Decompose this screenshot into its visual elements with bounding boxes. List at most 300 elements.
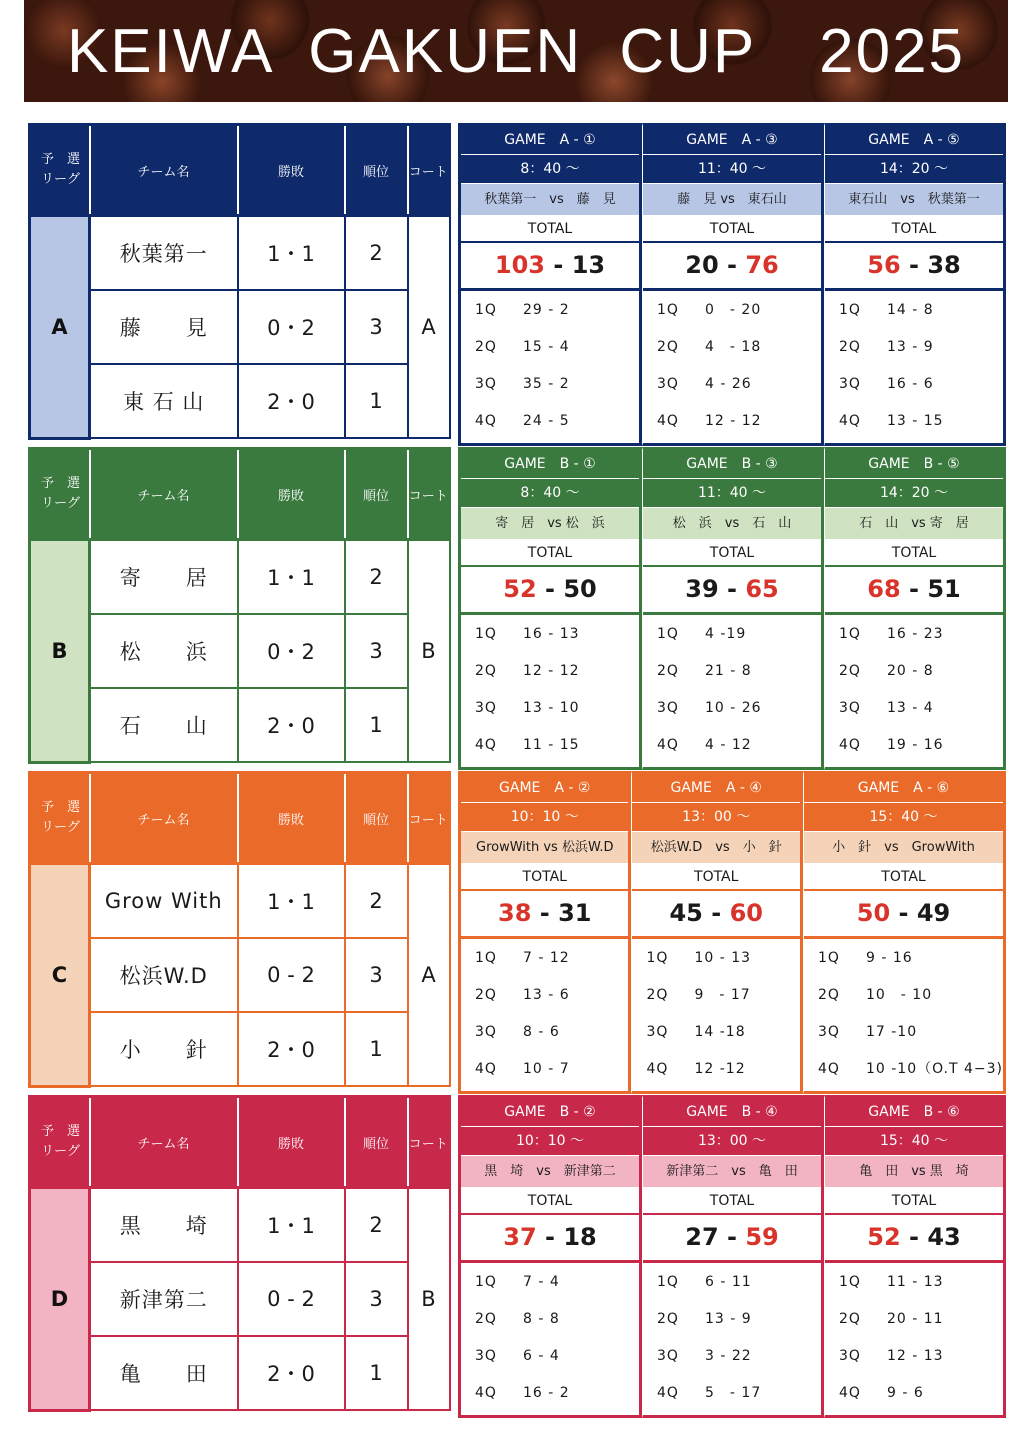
score-right: 38 (927, 251, 961, 279)
quarter-label: 4Q (817, 1061, 840, 1077)
court-label: A (408, 864, 450, 1087)
quarter-row (825, 1341, 1003, 1378)
game-title: GAME B - ③ (643, 450, 821, 479)
quarter-score: 10 - 13 (694, 950, 752, 966)
quarter-row (825, 1267, 1003, 1304)
quarter-score: 35 - 2 (523, 376, 570, 392)
quarter-score: 7 - 12 (523, 950, 570, 966)
quarter-list (461, 1263, 639, 1415)
quarter-score: 13 - 15 (887, 413, 944, 429)
quarter-row (632, 1017, 799, 1054)
games-panel-b (458, 447, 1006, 770)
quarter-label: 4Q (657, 1385, 679, 1401)
quarter-score: 21 - 8 (705, 663, 752, 679)
game-time: 13：00 〜 (632, 803, 799, 832)
quarter-row (804, 1017, 1003, 1054)
total-label: TOTAL (825, 218, 1003, 243)
quarter-score: 20 - 8 (887, 663, 934, 679)
quarter-label: 1Q (839, 626, 861, 642)
score-left: 50 (856, 899, 891, 927)
final-score (643, 243, 821, 291)
game-title: GAME A - ⑥ (804, 774, 1003, 803)
quarter-score: 16 - 6 (887, 376, 934, 392)
game-time: 10：10 〜 (461, 1127, 639, 1156)
quarter-label: 3Q (657, 1348, 679, 1364)
quarter-score: 9 - 17 (694, 987, 751, 1003)
quarter-row (825, 656, 1003, 693)
score-separator: - (702, 899, 730, 927)
quarter-score: 16 - 23 (887, 626, 944, 642)
quarter-label: 1Q (475, 626, 497, 642)
quarter-label: 2Q (817, 987, 840, 1003)
team-name: 藤 見 (90, 290, 238, 364)
final-score (825, 1215, 1003, 1263)
quarter-score: 8 - 8 (523, 1311, 560, 1327)
rank-header: 順位 (345, 449, 408, 540)
team-row (30, 1262, 450, 1336)
team-name: 東 石 山 (90, 364, 238, 438)
score-separator: - (536, 575, 564, 603)
record-header: 勝敗 (238, 125, 345, 216)
team-row (30, 938, 450, 1012)
quarter-score: 12 - 13 (887, 1348, 944, 1364)
quarter-list (643, 1263, 821, 1415)
quarter-label: 1Q (475, 302, 497, 318)
quarter-label: 4Q (839, 1385, 861, 1401)
score-right: 50 (563, 575, 597, 603)
quarter-score: 10 - 10 (865, 987, 933, 1003)
team-row (30, 688, 450, 762)
game-matchup: 松 浜 vs 石 山 (643, 508, 821, 542)
quarter-row (825, 295, 1003, 332)
game-time: 15：40 〜 (804, 803, 1003, 832)
quarter-list (461, 939, 628, 1091)
quarter-row (461, 332, 639, 369)
total-label: TOTAL (643, 1190, 821, 1215)
quarter-score: 13 - 9 (887, 339, 934, 355)
quarter-label: 2Q (657, 339, 679, 355)
league-header: 予 選 リーグ (30, 449, 90, 540)
score-separator: - (718, 251, 746, 279)
quarter-list (825, 1263, 1003, 1415)
game-title: GAME A - ① (461, 126, 639, 155)
team-rank: 3 (345, 614, 408, 688)
quarter-row (825, 693, 1003, 730)
team-record: 1・1 (238, 540, 345, 615)
game-card (458, 447, 642, 770)
quarter-row (643, 730, 821, 767)
record-header: 勝敗 (238, 449, 345, 540)
final-score (825, 567, 1003, 615)
quarter-score: 4 -19 (705, 626, 747, 642)
game-time: 14：20 〜 (825, 155, 1003, 184)
game-title: GAME A - ② (461, 774, 628, 803)
quarter-label: 4Q (475, 737, 497, 753)
quarter-label: 2Q (475, 663, 497, 679)
team-name: 寄 居 (90, 540, 238, 615)
game-time: 11：40 〜 (643, 155, 821, 184)
quarter-label: 1Q (646, 950, 669, 966)
team-row (30, 864, 450, 939)
game-card (824, 447, 1006, 770)
team-record: 0・2 (238, 290, 345, 364)
quarter-label: 4Q (839, 413, 861, 429)
game-matchup: 亀 田 vs 黒 埼 (825, 1156, 1003, 1190)
game-time: 8：40 〜 (461, 479, 639, 508)
game-matchup: 寄 居 vs 松 浜 (461, 508, 639, 542)
game-card (824, 1095, 1006, 1418)
quarter-label: 2Q (839, 1311, 861, 1327)
score-right: 76 (745, 251, 779, 279)
score-left: 27 (685, 1223, 719, 1251)
quarter-label: 1Q (839, 302, 861, 318)
team-name: 亀 田 (90, 1336, 238, 1410)
team-rank: 2 (345, 864, 408, 939)
quarter-list (632, 939, 799, 1091)
score-separator: - (531, 899, 559, 927)
league-header: 予 選 リーグ (30, 125, 90, 216)
team-rank: 2 (345, 216, 408, 291)
quarter-row (643, 1267, 821, 1304)
quarter-score: 5 - 17 (705, 1385, 762, 1401)
quarter-label: 2Q (475, 339, 497, 355)
quarter-score: 14 - 8 (887, 302, 934, 318)
quarter-score: 0 - 20 (705, 302, 762, 318)
total-label: TOTAL (825, 542, 1003, 567)
quarter-row (804, 1054, 1003, 1091)
quarter-row (804, 980, 1003, 1017)
quarter-row (461, 1054, 628, 1091)
score-separator: - (718, 1223, 746, 1251)
quarter-label: 3Q (475, 700, 497, 716)
team-row (30, 540, 450, 615)
final-score (632, 891, 799, 939)
quarter-row (643, 406, 821, 443)
court-header: コート (408, 1097, 450, 1188)
game-matchup: 東石山 vs 秋葉第一 (825, 184, 1003, 218)
quarter-row (461, 656, 639, 693)
quarter-label: 4Q (657, 737, 679, 753)
game-title: GAME B - ① (461, 450, 639, 479)
team-record: 1・1 (238, 864, 345, 939)
team-rank: 3 (345, 938, 408, 1012)
quarter-score: 13 - 4 (887, 700, 934, 716)
final-score (825, 243, 1003, 291)
score-right: 65 (745, 575, 779, 603)
court-header: コート (408, 449, 450, 540)
team-rank: 1 (345, 1336, 408, 1410)
game-time: 10：10 〜 (461, 803, 628, 832)
team-rank: 1 (345, 688, 408, 762)
rank-header: 順位 (345, 773, 408, 864)
score-separator: - (890, 899, 917, 927)
group-label: A (30, 216, 90, 439)
quarter-list (643, 291, 821, 443)
final-score (461, 1215, 639, 1263)
game-card (631, 771, 802, 1094)
court-label: A (408, 216, 450, 439)
quarter-row (461, 980, 628, 1017)
quarter-row (461, 406, 639, 443)
quarter-label: 3Q (839, 1348, 861, 1364)
quarter-row (461, 295, 639, 332)
quarter-row (825, 406, 1003, 443)
game-card (642, 123, 824, 446)
team-name: 新津第二 (90, 1262, 238, 1336)
quarter-score: 24 - 5 (523, 413, 570, 429)
team-rank: 3 (345, 290, 408, 364)
game-time: 11：40 〜 (643, 479, 821, 508)
game-matchup: 新津第二 vs 亀 田 (643, 1156, 821, 1190)
quarter-row (461, 619, 639, 656)
team-rank: 1 (345, 1012, 408, 1086)
standings-table-c (28, 771, 451, 1088)
rank-header: 順位 (345, 125, 408, 216)
quarter-label: 3Q (839, 700, 861, 716)
quarter-label: 4Q (475, 1061, 497, 1077)
total-label: TOTAL (461, 1190, 639, 1215)
game-matchup: 石 山 vs 寄 居 (825, 508, 1003, 542)
league-header: 予 選 リーグ (30, 1097, 90, 1188)
quarter-score: 3 - 22 (705, 1348, 752, 1364)
score-right: 31 (558, 899, 592, 927)
game-title: GAME A - ③ (643, 126, 821, 155)
group-label: C (30, 864, 90, 1087)
game-matchup: 藤 見 vs 東石山 (643, 184, 821, 218)
quarter-score: 12 - 12 (705, 413, 762, 429)
score-left: 38 (498, 899, 532, 927)
team-record: 1・1 (238, 1188, 345, 1263)
quarter-row (643, 295, 821, 332)
quarter-label: 1Q (657, 626, 679, 642)
quarter-row (461, 1017, 628, 1054)
game-matchup: 松浜W.D vs 小 針 (632, 832, 799, 866)
quarter-row (804, 943, 1003, 980)
team-name: Grow With (90, 864, 238, 939)
quarter-label: 2Q (475, 987, 497, 1003)
game-title: GAME B - ⑥ (825, 1098, 1003, 1127)
quarter-label: 2Q (646, 987, 669, 1003)
quarter-label: 3Q (817, 1024, 840, 1040)
team-row (30, 364, 450, 438)
quarter-row (632, 980, 799, 1017)
quarter-list (461, 291, 639, 443)
quarter-row (643, 332, 821, 369)
quarter-row (825, 1378, 1003, 1415)
team-name: 松 浜 (90, 614, 238, 688)
quarter-row (643, 693, 821, 730)
score-separator: - (900, 251, 928, 279)
quarter-score: 9 - 16 (865, 950, 913, 966)
game-matchup: GrowWith vs 松浜W.D (461, 832, 628, 866)
score-separator: - (900, 1223, 928, 1251)
quarter-score: 10 - 7 (523, 1061, 570, 1077)
total-label: TOTAL (461, 866, 628, 891)
score-right: 13 (571, 251, 606, 279)
team-name: 松浜W.D (90, 938, 238, 1012)
team-rank: 2 (345, 1188, 408, 1263)
team-header: チーム名 (90, 449, 238, 540)
score-left: 52 (503, 575, 537, 603)
team-record: 2・0 (238, 1012, 345, 1086)
team-row (30, 1188, 450, 1263)
team-row (30, 614, 450, 688)
game-card (458, 771, 631, 1094)
game-title: GAME B - ⑤ (825, 450, 1003, 479)
quarter-row (632, 943, 799, 980)
quarter-row (825, 332, 1003, 369)
team-record: 0 - 2 (238, 1262, 345, 1336)
final-score (461, 567, 639, 615)
score-separator: - (545, 251, 572, 279)
quarter-label: 2Q (657, 663, 679, 679)
game-time: 8：40 〜 (461, 155, 639, 184)
game-title: GAME B - ④ (643, 1098, 821, 1127)
team-record: 0・2 (238, 614, 345, 688)
quarter-row (643, 1341, 821, 1378)
score-left: 37 (503, 1223, 537, 1251)
total-label: TOTAL (461, 542, 639, 567)
quarter-label: 4Q (475, 1385, 497, 1401)
quarter-score: 4 - 26 (705, 376, 752, 392)
court-label: B (408, 1188, 450, 1411)
quarter-label: 2Q (475, 1311, 497, 1327)
quarter-label: 1Q (475, 950, 497, 966)
quarter-label: 3Q (657, 700, 679, 716)
quarter-score: 16 - 2 (523, 1385, 570, 1401)
court-header: コート (408, 773, 450, 864)
game-card (458, 1095, 642, 1418)
quarter-score: 8 - 6 (523, 1024, 560, 1040)
total-label: TOTAL (643, 542, 821, 567)
final-score (461, 891, 628, 939)
quarter-label: 1Q (475, 1274, 497, 1290)
quarter-score: 19 - 16 (887, 737, 944, 753)
quarter-score: 13 - 6 (523, 987, 570, 1003)
total-label: TOTAL (632, 866, 799, 891)
quarter-score: 9 - 6 (887, 1385, 924, 1401)
quarter-score: 11 - 15 (523, 737, 580, 753)
standings-table-d (28, 1095, 451, 1412)
team-name: 小 針 (90, 1012, 238, 1086)
group-label: B (30, 540, 90, 763)
quarter-score: 13 - 9 (705, 1311, 752, 1327)
games-panel-a (458, 123, 1006, 446)
quarter-score: 4 - 18 (705, 339, 762, 355)
quarter-label: 3Q (646, 1024, 669, 1040)
team-rank: 3 (345, 1262, 408, 1336)
team-name: 黒 埼 (90, 1188, 238, 1263)
score-left: 39 (685, 575, 719, 603)
games-panel-d (458, 1095, 1006, 1418)
team-row (30, 290, 450, 364)
league-header: 予 選 リーグ (30, 773, 90, 864)
team-record: 0 - 2 (238, 938, 345, 1012)
quarter-list (804, 939, 1003, 1091)
quarter-row (461, 1304, 639, 1341)
quarter-row (461, 369, 639, 406)
score-left: 56 (867, 251, 901, 279)
game-card (642, 1095, 824, 1418)
game-title: GAME A - ④ (632, 774, 799, 803)
standings-table-a (28, 123, 451, 440)
quarter-list (825, 615, 1003, 767)
quarter-row (461, 943, 628, 980)
quarter-label: 3Q (839, 376, 861, 392)
quarter-row (643, 1378, 821, 1415)
quarter-score: 6 - 4 (523, 1348, 560, 1364)
score-separator: - (900, 575, 928, 603)
quarter-label: 1Q (817, 950, 840, 966)
game-time: 15：40 〜 (825, 1127, 1003, 1156)
quarter-row (643, 619, 821, 656)
game-card (824, 123, 1006, 446)
game-time: 14：20 〜 (825, 479, 1003, 508)
court-label: B (408, 540, 450, 763)
quarter-label: 3Q (475, 376, 497, 392)
team-record: 1・1 (238, 216, 345, 291)
score-left: 45 (669, 899, 703, 927)
team-row (30, 1012, 450, 1086)
team-name: 石 山 (90, 688, 238, 762)
team-record: 2・0 (238, 1336, 345, 1410)
game-title: GAME A - ⑤ (825, 126, 1003, 155)
quarter-score: 11 - 13 (887, 1274, 944, 1290)
quarter-label: 4Q (646, 1061, 669, 1077)
quarter-label: 3Q (475, 1024, 497, 1040)
team-name: 秋葉第一 (90, 216, 238, 291)
total-label: TOTAL (825, 1190, 1003, 1215)
quarter-row (825, 1304, 1003, 1341)
quarter-label: 2Q (839, 339, 861, 355)
quarter-row (643, 1304, 821, 1341)
score-right: 49 (916, 899, 951, 927)
standings-table-b (28, 447, 451, 764)
total-label: TOTAL (643, 218, 821, 243)
page-title: KEIWA GAKUEN CUP 2025 (66, 17, 966, 86)
rank-header: 順位 (345, 1097, 408, 1188)
quarter-row (461, 693, 639, 730)
quarter-score: 4 - 12 (705, 737, 752, 753)
quarter-list (643, 615, 821, 767)
quarter-label: 3Q (657, 376, 679, 392)
quarter-score: 7 - 4 (523, 1274, 560, 1290)
game-title: GAME B - ② (461, 1098, 639, 1127)
team-header: チーム名 (90, 1097, 238, 1188)
quarter-row (461, 1378, 639, 1415)
quarter-list (825, 291, 1003, 443)
score-left: 103 (494, 251, 546, 279)
quarter-row (825, 619, 1003, 656)
team-rank: 1 (345, 364, 408, 438)
total-label: TOTAL (804, 866, 1003, 891)
quarter-score: 14 -18 (694, 1024, 746, 1040)
quarter-label: 4Q (839, 737, 861, 753)
quarter-label: 1Q (839, 1274, 861, 1290)
quarter-label: 1Q (657, 302, 679, 318)
quarter-label: 3Q (475, 1348, 497, 1364)
team-record: 2・0 (238, 364, 345, 438)
group-label: D (30, 1188, 90, 1411)
score-right: 60 (729, 899, 763, 927)
final-score (643, 567, 821, 615)
final-score (643, 1215, 821, 1263)
quarter-row (825, 369, 1003, 406)
team-record: 2・0 (238, 688, 345, 762)
quarter-row (461, 1267, 639, 1304)
quarter-score: 6 - 11 (705, 1274, 752, 1290)
quarter-score: 17 -10 (865, 1024, 918, 1040)
